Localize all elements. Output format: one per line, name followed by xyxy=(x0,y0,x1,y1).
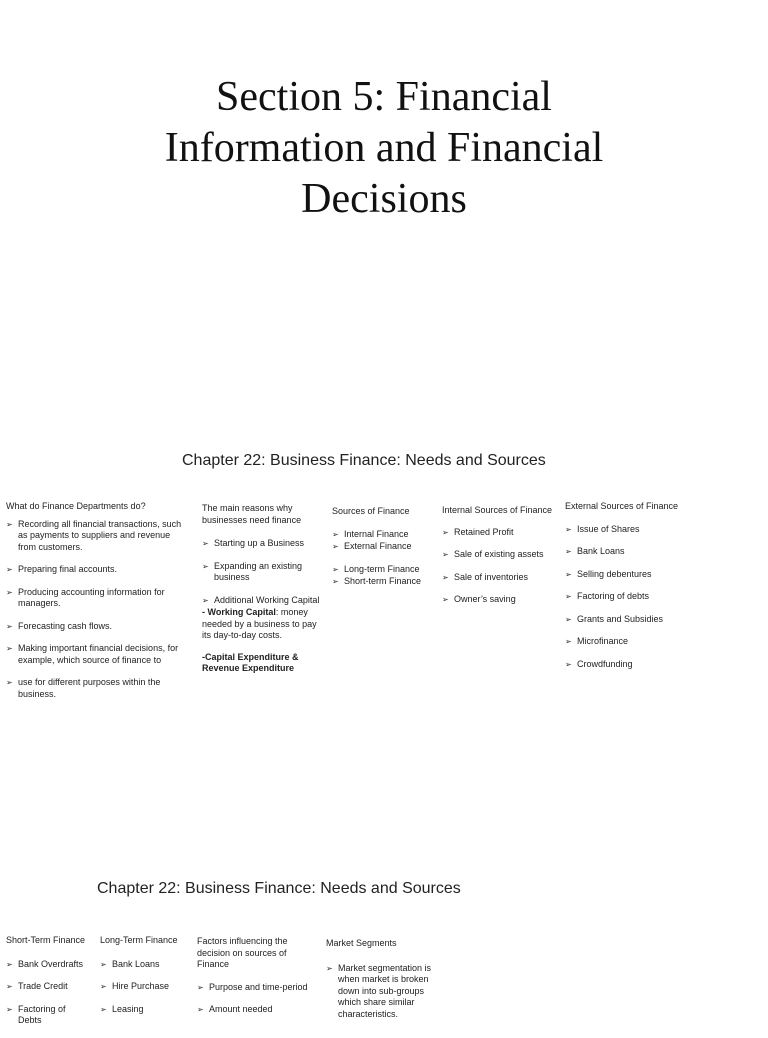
arrow-bullet-icon: ➢ xyxy=(565,592,572,601)
chapter-heading-1: Chapter 22: Business Finance: Needs and Sources xyxy=(182,452,546,469)
column-heading: What do Finance Departments do? xyxy=(6,501,146,511)
column-heading: Internal Sources of Finance xyxy=(442,505,553,515)
factors-influencing-column xyxy=(197,936,315,1027)
list-item: ➢ Leasing xyxy=(100,1003,144,1014)
list-item: ➢ External Finance xyxy=(332,541,412,551)
arrow-bullet-icon: ➢ xyxy=(6,1004,13,1014)
column-heading: Sources of Finance xyxy=(332,506,410,516)
arrow-bullet-icon: ➢ xyxy=(442,572,449,582)
arrow-bullet-icon: ➢ xyxy=(197,982,204,992)
arrow-bullet-icon: ➢ xyxy=(6,587,13,597)
list-item: ➢ Retained Profit xyxy=(442,526,514,537)
column-heading: External Sources of Finance xyxy=(565,501,679,511)
arrow-bullet-icon: ➢ xyxy=(326,963,333,973)
column-heading: Factors influencing the decision on sources of Finance xyxy=(197,936,288,969)
list-item: ➢ Expanding an existing business xyxy=(202,560,303,582)
list-item: ➢ Bank Loans xyxy=(100,958,160,969)
arrow-bullet-icon: ➢ xyxy=(332,577,339,586)
finance-departments-column xyxy=(6,501,190,711)
list-item: ➢ Recording all financial transactions, such as payments to suppliers and revenue from customers. xyxy=(6,518,182,552)
chapter-heading-2: Chapter 22: Business Finance: Needs and Sources xyxy=(97,880,461,897)
arrow-bullet-icon: ➢ xyxy=(202,595,209,605)
arrow-bullet-icon: ➢ xyxy=(332,564,339,574)
list-item: ➢ Issue of Shares xyxy=(565,523,640,534)
arrow-bullet-icon: ➢ xyxy=(6,519,13,529)
list-item: ➢ Selling debentures xyxy=(565,568,652,579)
arrow-bullet-icon: ➢ xyxy=(565,659,572,669)
column-heading: Long-Term Finance xyxy=(100,935,178,945)
list-item: ➢ Market segmentation is when market is broken down into sub-groups which share similar characteristics. xyxy=(326,962,432,1019)
arrow-bullet-icon: ➢ xyxy=(332,542,339,551)
arrow-bullet-icon: ➢ xyxy=(565,614,572,624)
column-heading: The main reasons why businesses need finance xyxy=(202,503,302,525)
sources-of-finance-column xyxy=(332,506,432,599)
market-segments-column xyxy=(326,938,436,1031)
list-item: ➢ Starting up a Business xyxy=(202,538,305,548)
arrow-bullet-icon: ➢ xyxy=(197,1005,204,1014)
section-title xyxy=(0,72,768,225)
title-line-1: Section 5: Financial xyxy=(216,74,552,120)
list-item: ➢ Forecasting cash flows. xyxy=(6,620,113,631)
external-sources-column xyxy=(565,501,690,681)
list-item: ➢ Hire Purchase xyxy=(100,981,170,991)
working-capital-definition: - Working Capital: money needed by a business to pay its day-to-day costs. xyxy=(202,607,317,640)
list-item: ➢ Sale of inventories xyxy=(442,571,529,582)
arrow-bullet-icon: ➢ xyxy=(442,527,449,537)
capital-expenditure-note: -Capital Expenditure & Revenue Expenditure xyxy=(202,651,299,673)
arrow-bullet-icon: ➢ xyxy=(6,982,13,991)
list-item: ➢ Owner’s saving xyxy=(442,594,516,604)
column-heading: Short-Term Finance xyxy=(6,935,86,945)
arrow-bullet-icon: ➢ xyxy=(6,644,13,653)
title-line-3: Decisions xyxy=(301,176,467,222)
arrow-bullet-icon: ➢ xyxy=(202,561,209,571)
reasons-need-finance-column xyxy=(202,503,328,685)
short-term-finance-column xyxy=(6,935,92,1038)
list-item: ➢ Trade Credit xyxy=(6,981,68,991)
arrow-bullet-icon: ➢ xyxy=(442,550,449,559)
arrow-bullet-icon: ➢ xyxy=(442,595,449,604)
list-item: ➢ Short-term Finance xyxy=(332,576,422,586)
arrow-bullet-icon: ➢ xyxy=(6,621,13,631)
long-term-finance-column xyxy=(100,935,190,1026)
title-line-2: Information and Financial xyxy=(164,125,604,171)
arrow-bullet-icon: ➢ xyxy=(202,539,209,548)
list-item: ➢ Sale of existing assets xyxy=(442,549,544,559)
internal-sources-column xyxy=(442,505,560,617)
arrow-bullet-icon: ➢ xyxy=(565,569,572,579)
arrow-bullet-icon: ➢ xyxy=(100,959,107,969)
arrow-bullet-icon: ➢ xyxy=(565,547,572,556)
list-item: ➢ Long-term Finance xyxy=(332,563,420,574)
arrow-bullet-icon: ➢ xyxy=(565,524,572,534)
list-item: ➢ Making important financial decisions, for example, which source of finance to xyxy=(6,643,179,665)
list-item: ➢ Additional Working Capital xyxy=(202,594,320,605)
arrow-bullet-icon: ➢ xyxy=(100,982,107,991)
list-item: ➢ Crowdfunding xyxy=(565,658,633,669)
list-item: ➢ Internal Finance xyxy=(332,528,409,539)
list-item: ➢ Producing accounting information for managers. xyxy=(6,586,165,608)
list-item: ➢ Factoring of debts xyxy=(565,591,650,601)
list-item: ➢ Amount needed xyxy=(197,1004,273,1014)
list-item: ➢ Preparing final accounts. xyxy=(6,564,118,574)
list-item: ➢ Factoring of Debts xyxy=(6,1003,66,1025)
arrow-bullet-icon: ➢ xyxy=(6,959,13,969)
arrow-bullet-icon: ➢ xyxy=(6,565,13,574)
list-item: ➢ Microfinance xyxy=(565,636,629,646)
list-item: ➢ Purpose and time-period xyxy=(197,981,308,992)
column-heading: Market Segments xyxy=(326,938,397,948)
arrow-bullet-icon: ➢ xyxy=(332,529,339,539)
arrow-bullet-icon: ➢ xyxy=(100,1004,107,1014)
list-item: ➢ use for different purposes within the business. xyxy=(6,677,161,699)
list-item: ➢ Bank Loans xyxy=(565,546,625,556)
list-item: ➢ Grants and Subsidies xyxy=(565,613,664,624)
arrow-bullet-icon: ➢ xyxy=(6,678,13,687)
list-item: ➢ Bank Overdrafts xyxy=(6,958,84,969)
arrow-bullet-icon: ➢ xyxy=(565,637,572,646)
